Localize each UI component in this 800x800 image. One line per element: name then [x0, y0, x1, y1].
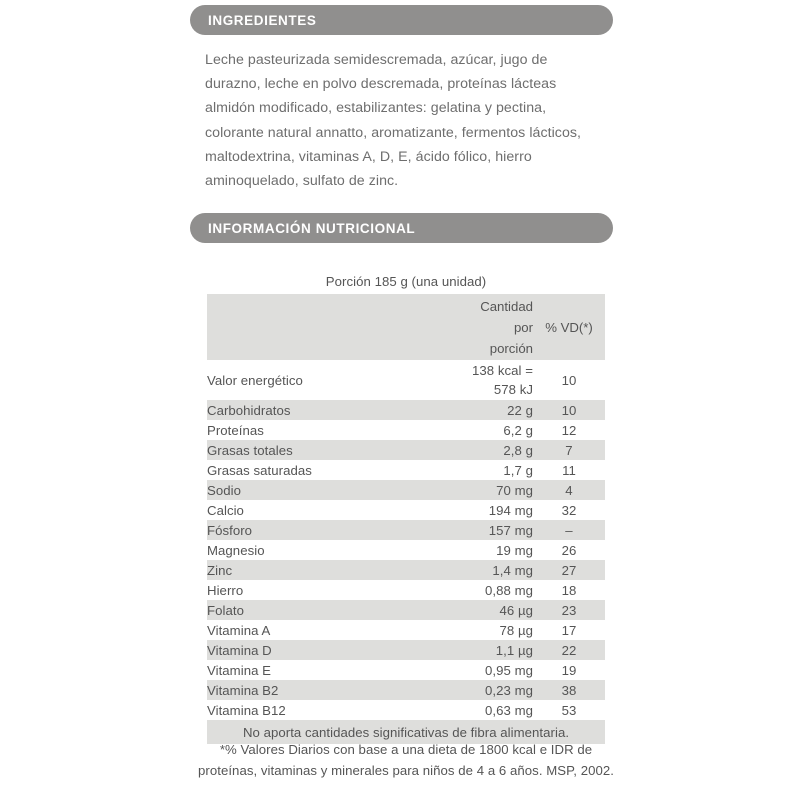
table-header-row	[207, 294, 605, 360]
nutrient-daily-value: 38	[561, 682, 577, 698]
nutrient-amount: 1,1 µg	[495, 642, 533, 658]
nutrient-daily-value: 19	[561, 662, 577, 678]
nutrient-daily-value: 10	[561, 402, 577, 418]
nutrient-daily-value: 27	[561, 562, 577, 578]
nutrient-daily-value: 23	[561, 602, 577, 618]
nutrient-amount: 194 mg	[488, 502, 533, 518]
nutrient-daily-value: 7	[565, 442, 573, 458]
nutrient-amount: 70 mg	[496, 482, 533, 498]
nutrient-name: Vitamina B12	[207, 702, 286, 718]
nutrient-daily-value: 26	[561, 542, 577, 558]
nutrient-amount: 78 µg	[499, 622, 533, 638]
table-row	[207, 580, 605, 600]
nutrient-amount: 6,2 g	[503, 422, 533, 438]
section-header-ingredientes	[190, 5, 613, 35]
nutrient-name: Zinc	[207, 562, 233, 578]
nutrient-name: Valor energético	[207, 372, 303, 388]
nutrient-amount: 2,8 g	[503, 442, 533, 458]
nutrient-daily-value: 11	[562, 462, 576, 478]
header-amount-line2: por	[513, 319, 533, 335]
table-row	[207, 540, 605, 560]
nutrient-amount: 0,63 mg	[484, 702, 533, 718]
header-cell-name	[207, 294, 438, 360]
table-row	[207, 620, 605, 640]
section-header-informacion-nutricional	[190, 213, 613, 243]
nutrient-name: Vitamina E	[207, 662, 272, 678]
nutrient-daily-value: 12	[561, 422, 577, 438]
nutrient-name: Magnesio	[207, 542, 265, 558]
nutrient-daily-value: –	[565, 522, 573, 538]
nutrient-amount: 0,95 mg	[484, 662, 533, 678]
nutrient-amount-line2: 578 kJ	[493, 382, 533, 397]
nutrient-name: Vitamina A	[207, 622, 271, 638]
nutrient-amount: 1,7 g	[503, 462, 533, 478]
daily-values-footnote: *% Valores Diarios con base a una dieta de 1800 kcal e IDR de proteínas, vitaminas y minerales para niños de 4 a 6 años. MSP, 2002.	[198, 742, 614, 778]
section-header-ingredientes-label: INGREDIENTES	[208, 12, 317, 28]
nutrient-name: Hierro	[207, 582, 244, 598]
nutrient-name: Sodio	[207, 482, 241, 498]
header-cell-daily-value: % VD(*)	[545, 319, 593, 335]
portion-line: Porción 185 g (una unidad)	[325, 274, 487, 289]
table-row	[207, 480, 605, 500]
nutrient-name: Calcio	[207, 502, 244, 518]
nutrient-amount: 0,23 mg	[484, 682, 533, 698]
nutrient-daily-value: 53	[561, 702, 577, 718]
nutrient-amount-line1: 138 kcal =	[472, 363, 533, 378]
table-row	[207, 360, 605, 400]
header-cell-amount	[438, 294, 533, 360]
table-row	[207, 680, 605, 700]
nutrient-daily-value: 10	[561, 372, 577, 388]
nutrient-amount	[438, 360, 533, 400]
ingredients-body-text: Leche pasteurizada semidescremada, azúcar, jugo de durazno, leche en polvo descremada, proteínas lácteas almidón modificado, estabilizantes: gelatina y pectina, colorante natural annatto, aromatizante, fermentos lácticos, maltodextrina, vitaminas A, D, E, ácido fólico, hierro aminoquelado, sulfato de zinc.	[205, 52, 582, 190]
table-row	[207, 440, 605, 460]
nutrient-amount: 157 mg	[488, 522, 533, 538]
table-row	[207, 400, 605, 420]
nutrient-amount-stack	[438, 361, 533, 399]
nutrient-amount: 1,4 mg	[492, 562, 533, 578]
fiber-note-text: No aporta cantidades significativas de fibra alimentaria.	[242, 724, 570, 740]
table-row	[207, 500, 605, 520]
table-row	[207, 520, 605, 540]
nutrient-amount: 46 µg	[499, 602, 533, 618]
nutrition-table-block	[207, 274, 605, 744]
nutrient-daily-value: 18	[561, 582, 577, 598]
table-row	[207, 640, 605, 660]
nutrient-name: Grasas saturadas	[207, 462, 312, 478]
nutrition-table	[207, 294, 605, 744]
nutrient-daily-value: 22	[561, 642, 577, 658]
nutrient-daily-value: 32	[561, 502, 577, 518]
nutrient-name: Vitamina B2	[207, 682, 279, 698]
table-row	[207, 460, 605, 480]
nutrient-amount: 0,88 mg	[484, 582, 533, 598]
table-row	[207, 420, 605, 440]
nutrient-amount: 22 g	[507, 402, 533, 418]
table-row	[207, 660, 605, 680]
header-amount-line1: Cantidad	[480, 298, 533, 314]
nutrient-name: Vitamina D	[207, 642, 272, 658]
nutrient-name: Carbohidratos	[207, 402, 291, 418]
table-row	[207, 700, 605, 720]
nutrient-amount: 19 mg	[496, 542, 533, 558]
nutrient-name: Folato	[207, 602, 244, 618]
nutrient-daily-value: 17	[561, 622, 577, 638]
nutrient-name: Proteínas	[207, 422, 264, 438]
nutrient-name: Fósforo	[207, 522, 253, 538]
table-row	[207, 560, 605, 580]
nutrient-daily-value: 4	[565, 482, 573, 498]
header-amount-line3: porción	[489, 340, 533, 356]
nutrient-name: Grasas totales	[207, 442, 293, 458]
table-row	[207, 600, 605, 620]
section-header-informacion-nutricional-label: INFORMACIÓN NUTRICIONAL	[208, 220, 416, 236]
